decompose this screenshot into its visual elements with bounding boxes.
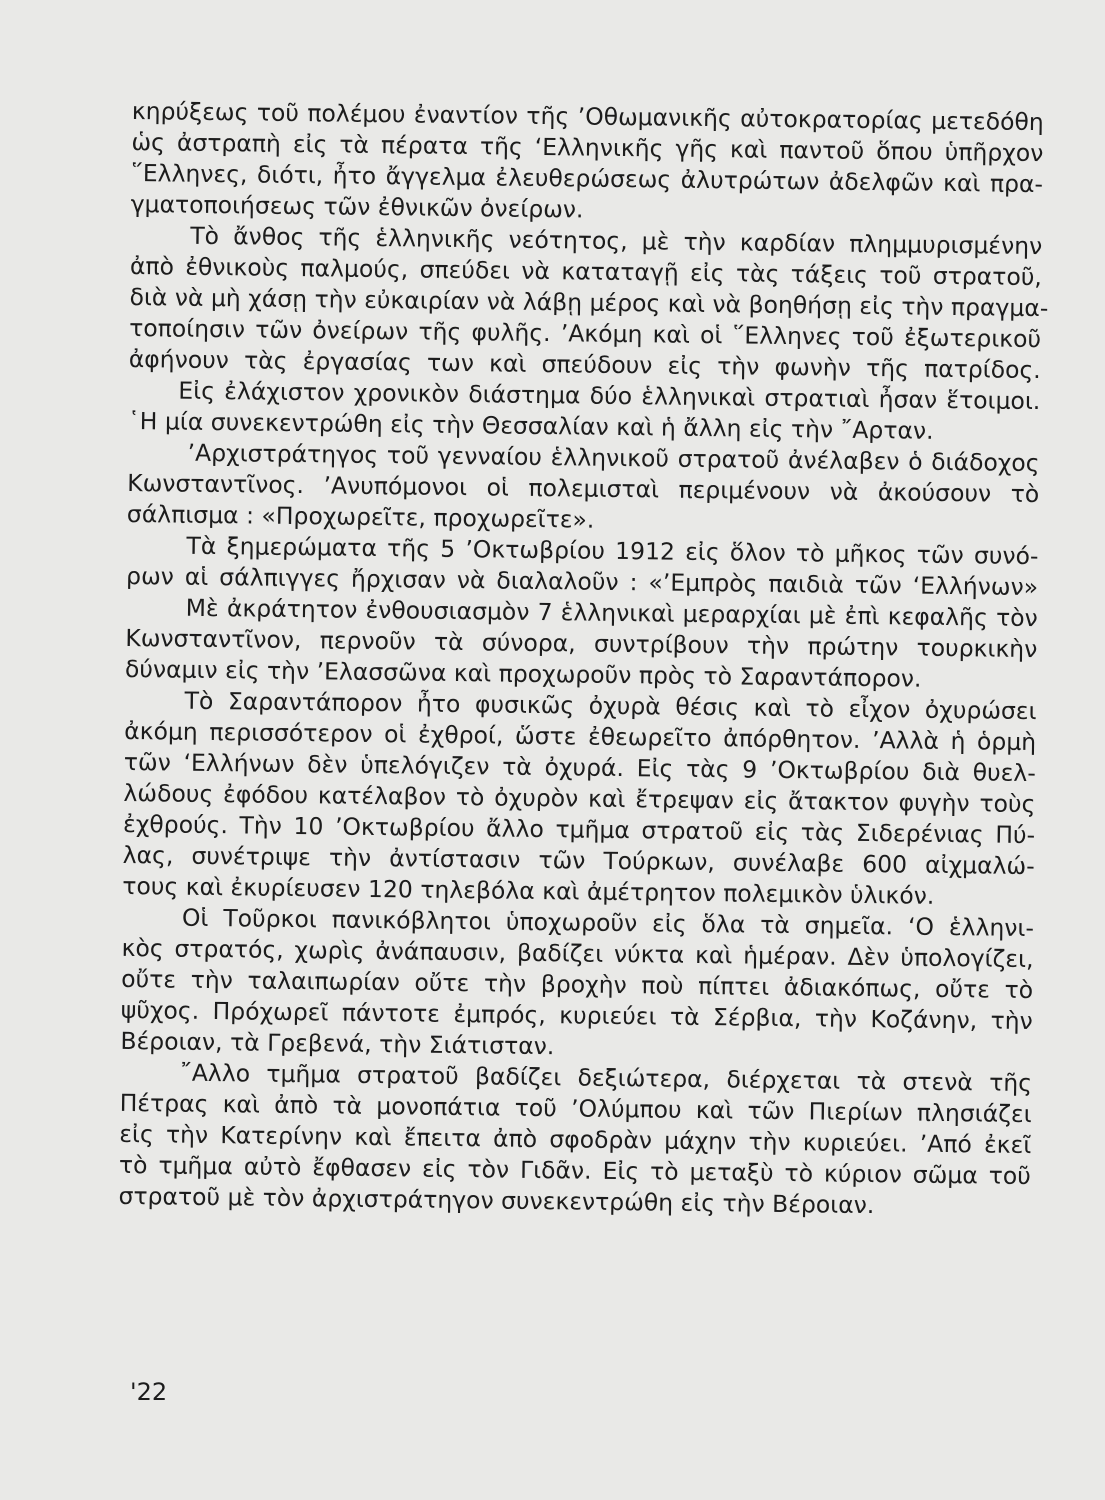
text-line: ῾Η μία συνεκεντρώθη εἰς τὴν Θεσσαλίαν καὶ ἡ ἄλλη εἰς τὴν ῎Αρταν. [127, 406, 934, 445]
text-line: Τὸ Σαραντάπορον ἦτο φυσικῶς ὀχυρὰ θέσις καὶ τὸ εἶχον ὀχυρώσει [184, 686, 1037, 726]
text-line: ὡς ἀστραπὴ εἰς τὰ πέρατα τῆς ‘Ελληνικῆς γῆς καὶ παντοῦ ὅπου ὑπῆρχον [131, 127, 1044, 168]
text-line: τοποίησιν τῶν ὀνείρων τῆς φυλῆς. ’Ακόμη καὶ οἱ ῞Ελληνες τοῦ ἐξωτερικοῦ [128, 313, 1042, 354]
text-line: ἐχθρούς. Τὴν 10 ’Οκτωβρίου ἄλλο τμῆμα στρατοῦ εἰς τὰς Σιδερένιας Πύ- [122, 809, 1036, 850]
text-line: Τὸ ἄνθος τῆς ἑλληνικῆς νεότητος, μὲ τὴν καρδίαν πλημμυρισμένην [190, 221, 1043, 261]
text-line: λας, συνέτριψε τὴν ἀντίστασιν τῶν Τούρκων, συνέλαβε 600 αἰχμαλώ- [122, 840, 1035, 881]
text-line: Τὰ ξημερώματα τῆς 5 ’Οκτωβρίου 1912 εἰς ὅλον τὸ μῆκος τῶν συνό- [186, 531, 1039, 571]
text-line: ἀφήνουν τὰς ἐργασίας των καὶ σπεύδουν εἰς τὴν φωνὴν τῆς πατρίδος. [128, 344, 1041, 385]
text-line: Πέτρας καὶ ἀπὸ τὰ μονοπάτια τοῦ ’Ολύμπου καὶ τῶν Πιερίων πλησιάζει [119, 1088, 1032, 1129]
body-text [118, 96, 1049, 1223]
text-line: δύναμιν εἰς τὴν ’Ελασσῶνα καὶ προχωροῦν πρὸς τὸ Σαραντάπορον. [124, 654, 922, 693]
text-line: ῎Αλλο τμῆμα στρατοῦ βαδίζει δεξιώτερα, διέρχεται τὰ στενὰ τῆς [179, 1058, 1033, 1098]
text-line: κὸς στρατός, χωρὶς ἀνάπαυσιν, βαδίζει νύκτα καὶ ἡμέραν. Δὲν ὑπολογίζει, [121, 933, 1034, 974]
text-line: λώδους ἐφόδου κατέλαβον τὸ ὀχυρὸν καὶ ἔτρεψαν εἰς ἄτακτον φυγὴν τοὺς [123, 778, 1036, 819]
text-line: ἀπὸ ἐθνικοὺς παλμούς, σπεύδει νὰ καταταγῇ εἰς τὰς τάξεις τοῦ στρατοῦ, [129, 251, 1043, 292]
text-line: τῶν ‘Ελλήνων δὲν ὑπελόγιζεν τὰ ὀχυρά. Εἰς τὰς 9 ’Οκτωβρίου διὰ θυελ- [123, 747, 1036, 788]
text-line: ἀκόμη περισσότερον οἱ ἐχθροί, ὥστε ἐθεωρεῖτο ἀπόρθητον. ’Αλλὰ ἡ ὁρμὴ [124, 716, 1037, 757]
text-line: στρατοῦ μὲ τὸν ἀρχιστράτηγον συνεκεντρώθη εἰς τὴν Βέροιαν. [118, 1181, 875, 1220]
text-line: οὔτε τὴν ταλαιπωρίαν οὔτε τὴν βροχὴν ποὺ πίπτει ἀδιακόπως, οὔτε τὸ [121, 964, 1034, 1005]
text-line: Μὲ ἀκράτητον ἐνθουσιασμὸν 7 ἑλληνικαὶ μεραρχίαι μὲ ἐπὶ κεφαλῆς τὸν [185, 593, 1038, 633]
page-number: '22 [130, 1378, 168, 1406]
text-line: εἰς τὴν Κατερίνην καὶ ἔπειτα ἀπὸ σφοδρὰν μάχην τὴν κυριεύει. ’Από ἐκεῖ [119, 1119, 1032, 1160]
text-line: διὰ νὰ μὴ χάσῃ τὴν εὐκαιρίαν νὰ λάβῃ μέρος καὶ νὰ βοηθήσῃ εἰς τὴν πραγμα- [129, 282, 1049, 323]
text-line: ῞Ελληνες, διότι, ἦτο ἄγγελμα ἐλευθερώσεως ἀλυτρώτων ἀδελφῶν καὶ πρα- [130, 158, 1044, 199]
text-line: ρων αἱ σάλπιγγες ἤρχισαν νὰ διαλαλοῦν : «’Εμπρὸς παιδιὰ τῶν ‘Ελλήνων» [125, 561, 1039, 602]
text-line: Βέροιαν, τὰ Γρεβενά, τὴν Σιάτισταν. [120, 1026, 555, 1061]
text-line: τους καὶ ἐκυρίευσεν 120 τηλεβόλα καὶ ἀμέτρητον πολεμικὸν ὑλικόν. [122, 871, 935, 910]
text-line: τὸ τμῆμα αὐτὸ ἔφθασεν εἰς τὸν Γιδᾶν. Εἰς τὸ μεταξὺ τὸ κύριον σῶμα τοῦ [118, 1150, 1032, 1191]
text-line: ψῦχος. Πρόχωρεῖ πάντοτε ἐμπρός, κυριεύει τὰ Σέρβια, τὴν Κοζάνην, τὴν [120, 995, 1033, 1036]
text-line: Κωνσταντῖνος. ’Ανυπόμονοι οἱ πολεμισταὶ περιμένουν νὰ ἀκούσουν τὸ [127, 468, 1040, 509]
text-line: Εἰς ἐλάχιστον χρονικὸν διάστημα δύο ἑλληνικαὶ στρατιαὶ ἦσαν ἕτοιμοι. [178, 376, 1041, 416]
text-line: ’Αρχιστράτηγος τοῦ γενναίου ἑλληνικοῦ στρατοῦ ἀνέλαβεν ὁ διάδοχος [187, 438, 1040, 478]
text-line: Κωνσταντῖνον, περνοῦν τὰ σύνορα, συντρίβουν τὴν πρώτην τουρκικὴν [125, 623, 1038, 664]
text-line: γματοποιήσεως τῶν ἐθνικῶν ὀνείρων. [130, 189, 584, 224]
text-line: Οἱ Τοῦρκοι πανικόβλητοι ὑποχωροῦν εἰς ὅλα τὰ σημεῖα. ‘Ο ἑλληνι- [181, 903, 1035, 943]
text-line: κηρύξεως τοῦ πολέμου ἐναντίον τῆς ’Οθωμανικῆς αὐτοκρατορίας μετεδόθη [131, 96, 1044, 137]
text-line: σάλπισμα : «Προχωρεῖτε, προχωρεῖτε». [126, 499, 595, 534]
